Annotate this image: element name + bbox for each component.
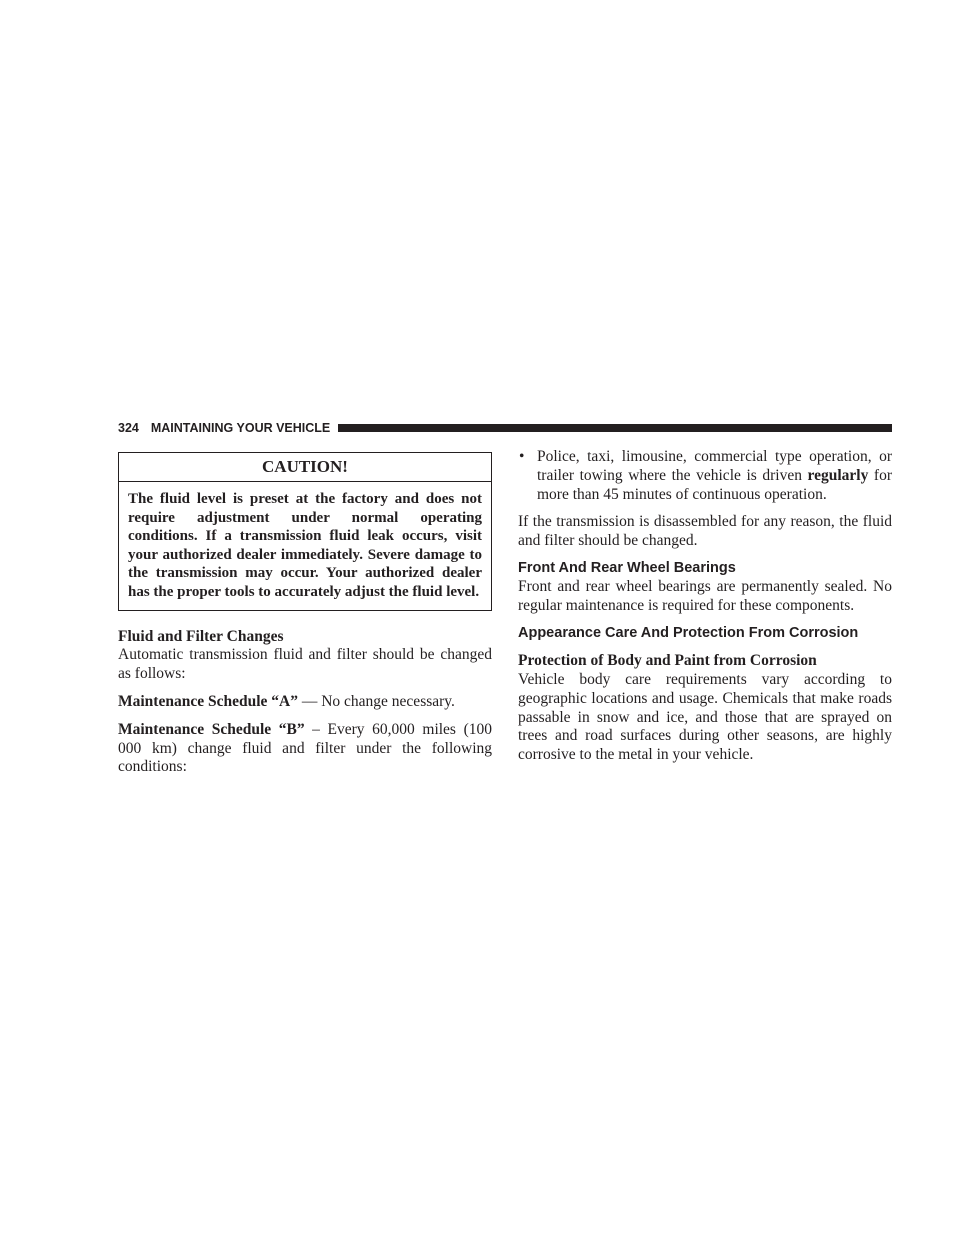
schedule-b-label: Maintenance Schedule “B” bbox=[118, 720, 305, 738]
protection-heading: Protection of Body and Paint from Corrosion bbox=[518, 652, 817, 670]
bullet-text bbox=[537, 448, 892, 504]
fluid-filter-heading: Fluid and Filter Changes bbox=[118, 627, 284, 645]
bullet-text-part-2: for more than 45 minutes of continuous operation. bbox=[537, 466, 892, 503]
page-number: 324 bbox=[118, 421, 139, 435]
bearings-heading: Front And Rear Wheel Bearings bbox=[518, 559, 736, 576]
caution-title: CAUTION! bbox=[119, 453, 491, 482]
header-rule bbox=[338, 424, 892, 432]
schedule-b-text: – Every 60,000 miles (100 000 km) change fluid and filter under the following conditions: bbox=[118, 720, 492, 776]
schedule-a-text: — No change necessary. bbox=[297, 692, 455, 710]
list-item bbox=[518, 448, 892, 504]
schedule-a-paragraph bbox=[118, 693, 492, 712]
caution-body: The fluid level is preset at the factory and does not require adjustment under normal operating conditions. If a transmission fluid leak occurs, visit your authorized dealer immediately. Severe damage to the transmission may occur. Your authorized dealer has the proper tools to accurately adjust the fluid level. bbox=[128, 491, 482, 600]
section-title: MAINTAINING YOUR VEHICLE bbox=[150, 421, 331, 435]
bullet-text-part-1: Police, taxi, limousine, commercial type operation, or trailer towing where the vehicle is driven bbox=[537, 448, 892, 484]
left-column bbox=[118, 452, 492, 777]
bearings-paragraph: Front and rear wheel bearings are permanently sealed. No regular maintenance is required for these components. bbox=[518, 577, 892, 614]
fluid-filter-intro: Automatic transmission fluid and filter should be changed as follows: bbox=[118, 646, 492, 683]
schedule-b-paragraph bbox=[118, 721, 492, 777]
right-column bbox=[518, 448, 892, 765]
page-header bbox=[118, 419, 892, 437]
protection-paragraph: Vehicle body care requirements vary according to geographic locations and usage. Chemicals that make roads passable in snow and ice, and those that are sprayed on trees and road surfaces during other seasons, are highly corrosive to the metal in your vehicle. bbox=[518, 670, 892, 764]
caution-box bbox=[118, 452, 492, 611]
disassembled-paragraph: If the transmission is disassembled for any reason, the fluid and filter should be changed. bbox=[518, 513, 892, 550]
appearance-heading: Appearance Care And Protection From Corrosion bbox=[518, 625, 859, 642]
bullet-icon: • bbox=[519, 448, 525, 465]
bullet-bold: regularly bbox=[807, 466, 869, 484]
schedule-a-label: Maintenance Schedule “A” bbox=[118, 692, 298, 710]
header-text bbox=[118, 421, 338, 435]
